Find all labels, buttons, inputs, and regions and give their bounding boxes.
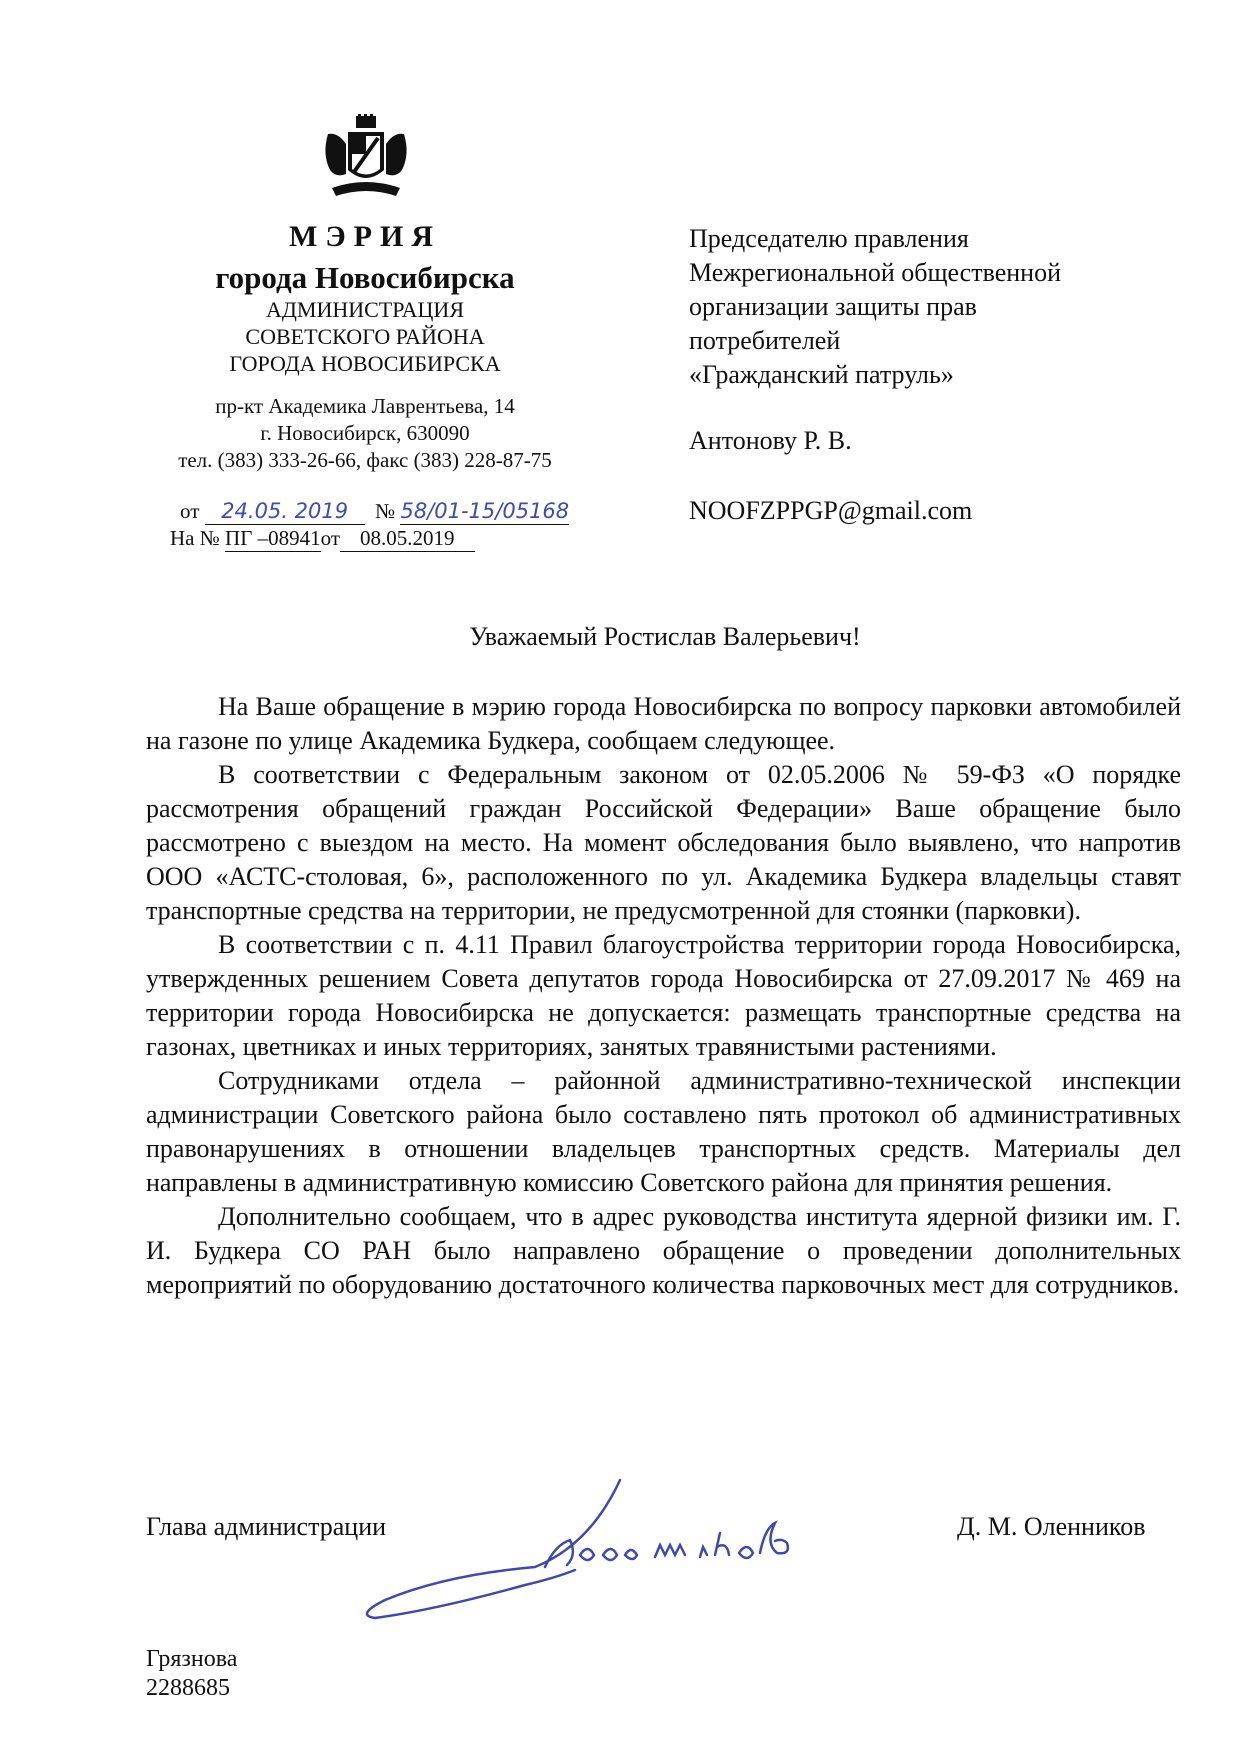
addressee-line: «Гражданский патруль»: [689, 360, 954, 389]
handwritten-signature: [355, 1475, 885, 1625]
reply-date: 08.05.2019: [340, 525, 475, 552]
paragraph: В соответствии с п. 4.11 Правил благоустройства территории города Новосибирска, утвержденных решением Совета депутатов города Новосибирска от 27.09.2017 № 469 на территории города Новосибирска не допускается: размещать транспортные средства на газонах, цветниках и иных территориях, занятых травянистыми растениями.: [146, 930, 1181, 1061]
signatory-position: Глава администрации: [146, 1512, 387, 1541]
reference-block: [170, 498, 570, 552]
department-line: СОВЕТСКОГО РАЙОНА: [245, 324, 485, 349]
outgoing-number: 58/01-15/05168: [400, 499, 570, 523]
signatory-name: Д. М. Оленников: [957, 1512, 1146, 1541]
addressee-line: потребителей: [689, 326, 841, 355]
department-line: АДМИНИСТРАЦИЯ: [266, 297, 464, 322]
addressee-name: Антонову Р. В.: [689, 426, 852, 455]
letter-body: [146, 690, 1181, 1302]
address-line: тел. (383) 333-26-66, факс (383) 228-87-75: [178, 448, 552, 472]
paragraph: Сотрудниками отдела – районной административно-технической инспекции администрации Советского района было составлено пять протокол об административных правонарушениях в отношении владельцев транспортных средств. Материалы дел направлены в административную комиссию Советского района для принятия решения.: [146, 1066, 1181, 1197]
paragraph: Дополнительно сообщаем, что в адрес руководства института ядерной физики им. Г. И. Будкера СО РАН было направлено обращение о проведении дополнительных мероприятий по оборудованию достаточного количества парковочных мест для сотрудников.: [146, 1202, 1181, 1299]
addressee-line: Председателю правления: [689, 224, 969, 253]
no-label: №: [375, 499, 396, 523]
greeting: Уважаемый Ростислав Валерьевич!: [469, 622, 861, 651]
ot-label: от: [180, 499, 200, 523]
outgoing-date: 24.05. 2019: [221, 499, 349, 523]
addressee-line: Межрегиональной общественной: [689, 258, 1061, 287]
paragraph: В соответствии с Федеральным законом от 02.05.2006 № 59-ФЗ «О порядке рассмотрения обращений граждан Российской Федерации» Ваше обращение было рассмотрено с выездом на место. На момент обследования было выявлено, что напротив ООО «АСТС-столовая, 6», расположенного по ул. Академика Будкера владельцы ставят транспортные средства на территории, не предусмотренной для стоянки (парковки).: [146, 760, 1181, 925]
reply-prefix: На №: [170, 526, 220, 550]
reply-number: ПГ –08941: [225, 526, 321, 550]
addressee-line: организации защиты прав: [689, 292, 977, 321]
addressee-email: NOOFZPPGP@gmail.com: [689, 496, 973, 525]
org-title: МЭРИЯ: [289, 220, 441, 253]
reply-ot: от: [320, 526, 340, 550]
executor-phone: 2288685: [146, 1675, 230, 1701]
executor-name: Грязнова: [146, 1646, 238, 1672]
department-block: [130, 296, 600, 377]
address-line: г. Новосибирск, 630090: [260, 421, 470, 445]
paragraph: На Ваше обращение в мэрию города Новосибирска по вопросу парковки автомобилей на газоне по улице Академика Будкера, сообщаем следующее.: [146, 692, 1181, 755]
department-line: ГОРОДА НОВОСИБИРСКА: [229, 351, 501, 376]
address-block: [130, 393, 600, 474]
addressee-block: [689, 222, 1061, 528]
coat-of-arms-emblem: [318, 114, 414, 206]
address-line: пр-кт Академика Лаврентьева, 14: [215, 394, 515, 418]
org-city: города Новосибирска: [215, 260, 515, 295]
